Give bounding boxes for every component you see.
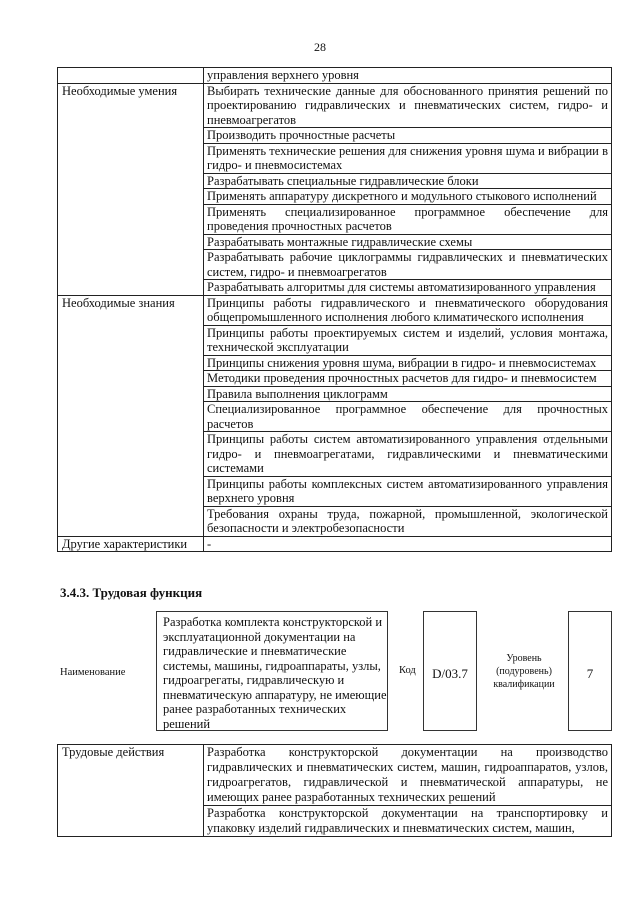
other-label: Другие характеристики: [58, 536, 204, 552]
empty-label-cell: [58, 68, 204, 84]
skill-item: Применять технические решения для снижения уровня шума и вибрации в гидро- и пневмосистемах: [204, 143, 612, 173]
skill-item: Разрабатывать алгоритмы для системы автоматизированного управления: [204, 280, 612, 296]
knowledge-label: Необходимые знания: [58, 295, 204, 536]
level-label: Уровень (подуровень) квалификации: [493, 653, 555, 690]
skill-item: Применять аппаратуру дискретного и модульного стыкового исполнений: [204, 189, 612, 205]
actions-label: Трудовые действия: [58, 745, 204, 837]
knowledge-item: Принципы работы проектируемых систем и изделий, условия монтажа, технической эксплуатации: [204, 325, 612, 355]
table-row: [58, 295, 612, 325]
other-value: -: [204, 536, 612, 552]
continuation-cell: управления верхнего уровня: [204, 68, 612, 84]
level-value: 7: [586, 666, 594, 681]
table-row: [58, 745, 612, 806]
skills-knowledge-table: [57, 67, 612, 552]
skill-item: Производить прочностные расчеты: [204, 128, 612, 144]
knowledge-item: Принципы работы гидравлического и пневматического оборудования общепромышленного исполнения любого климатического исполнения: [204, 295, 612, 325]
code-value: D/03.7: [432, 666, 468, 681]
knowledge-item: Методики проведения прочностных расчетов для гидро- и пневмосистем: [204, 371, 612, 387]
skills-label: Необходимые умения: [58, 83, 204, 295]
skill-item: Разрабатывать рабочие циклограммы гидравлических и пневматических систем, гидро- и пневмоагрегатов: [204, 250, 612, 280]
level-box: [568, 611, 612, 731]
knowledge-item: Правила выполнения циклограмм: [204, 386, 612, 402]
knowledge-item: Специализированное программное обеспечение для прочностных расчетов: [204, 402, 612, 432]
action-item: Разработка конструкторской документации на производство гидравлических и пневматических систем, машин, гидроаппаратов, узлов, гидроагрегатов, гидравлической и пневматической аппаратуры, не имеющих ранее разработанных технических решений: [204, 745, 612, 806]
knowledge-item: Принципы работы систем автоматизированного управления отдельными гидро- и пневмоагрегатами, гидравлическими и пневматическими системами: [204, 432, 612, 477]
page-number: 28: [314, 40, 326, 54]
table-row: [58, 83, 612, 128]
knowledge-item: Принципы работы комплексных систем автоматизированного управления верхнего уровня: [204, 476, 612, 506]
skill-item: Разрабатывать монтажные гидравлические схемы: [204, 234, 612, 250]
skill-item: Выбирать технические данные для обоснованного принятия решений по проектированию гидравлических и пневматических систем, гидро- и пневмоагрегатов: [204, 83, 612, 128]
function-name-label: Наименование: [60, 667, 126, 678]
table-row: [58, 68, 612, 84]
knowledge-item: Принципы снижения уровня шума, вибрации в гидро- и пневмосистемах: [204, 355, 612, 371]
code-label: Код: [399, 665, 416, 676]
knowledge-item: Требования охраны труда, пожарной, промышленной, экологической безопасности и электробезопасности: [204, 506, 612, 536]
skill-item: Разрабатывать специальные гидравлические блоки: [204, 173, 612, 189]
code-box: [423, 611, 477, 731]
skill-item: Применять специализированное программное обеспечение для проведения прочностных расчетов: [204, 204, 612, 234]
function-name-box: [156, 611, 388, 731]
function-name-value: Разработка комплекта конструкторской и эксплуатационной документации на гидравлические и пневматические системы, машины, гидроаппараты, узлы, гидроагрегаты, гидравлическую и пневматическую аппаратуру, не имеющие ранее разработанных технических решений: [163, 615, 387, 731]
action-item: Разработка конструкторской документации на транспортировку и упаковку изделий гидравлических и пневматических систем, машин,: [204, 806, 612, 837]
section-title: 3.4.3. Трудовая функция: [60, 585, 203, 600]
labor-actions-table: [57, 744, 612, 837]
table-row: [58, 536, 612, 552]
